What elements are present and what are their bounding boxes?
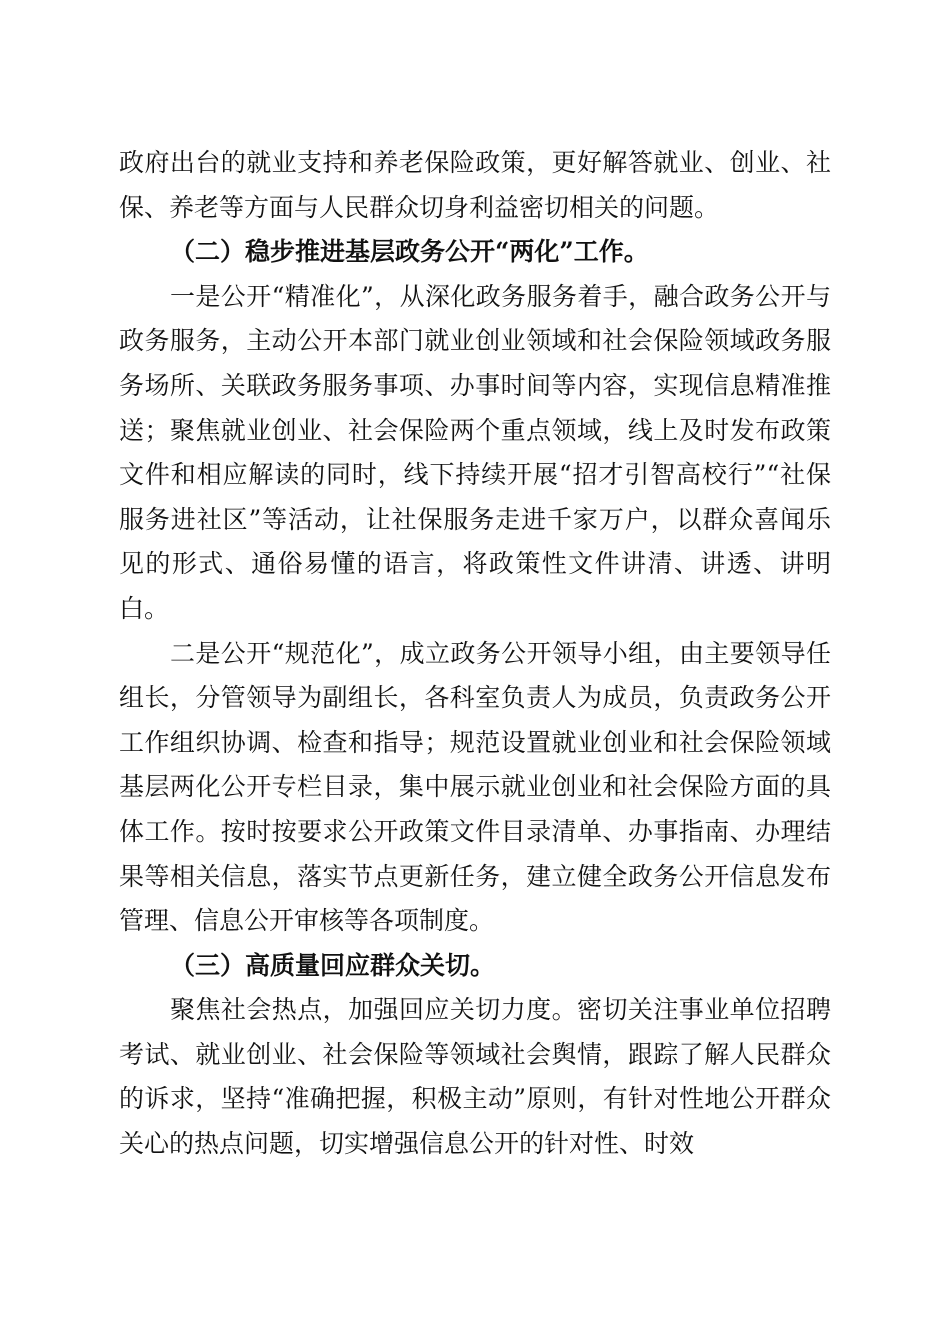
paragraph-response: 聚焦社会热点，加强回应关切力度。密切关注事业单位招聘考试、就业创业、社会保险等领域社会舆情，跟踪了解人民群众的诉求，坚持“准确把握，积极主动”原则，有针对性地公开群众关心的热点问题，切实增强信息公开的针对性、时效 <box>119 995 831 1159</box>
paragraph-continuation: 政府出台的就业支持和养老保险政策，更好解答就业、创业、社保、养老等方面与人民群众切身利益密切相关的问题。 <box>119 148 831 222</box>
document-body <box>119 141 831 1167</box>
paragraph-standardization: 二是公开“规范化”，成立政务公开领导小组，由主要领导任组长，分管领导为副组长，各科室负责人为成员，负责政务公开工作组织协调、检查和指导；规范设置就业创业和社会保险领域基层两化公开专栏目录，集中展示就业创业和社会保险方面的具体工作。按时按要求公开政策文件目录清单、办事指南、办理结果等相关信息，落实节点更新任务，建立健全政务公开信息发布管理、信息公开审核等各项制度。 <box>119 638 831 936</box>
paragraph-precision: 一是公开“精准化”，从深化政务服务着手，融合政务公开与政务服务，主动公开本部门就业创业领域和社会保险领域政务服务场所、关联政务服务事项、办事时间等内容，实现信息精准推送；聚焦就业创业、社会保险两个重点领域，线上及时发布政策文件和相应解读的同时，线下持续开展“招才引智高校行”“社保服务进社区”等活动，让社保服务走进千家万户，以群众喜闻乐见的形式、通俗易懂的语言，将政策性文件讲清、讲透、讲明白。 <box>119 281 831 623</box>
section-heading-three: （三）高质量回应群众关切。 <box>170 950 496 980</box>
section-heading-two: （二）稳步推进基层政务公开“两化”工作。 <box>170 237 649 267</box>
